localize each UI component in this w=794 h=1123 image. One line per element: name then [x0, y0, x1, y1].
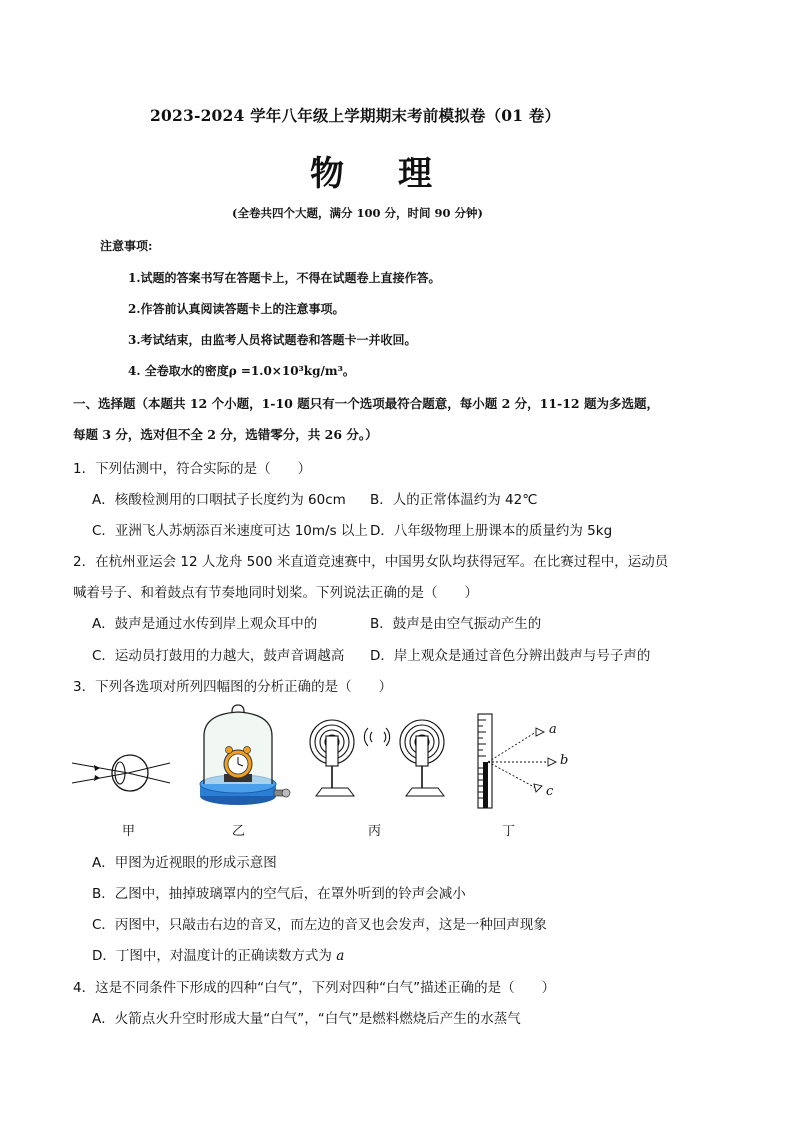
bell-jar-figure	[194, 704, 294, 810]
question-2-option-a: A．鼓声是通过水传到岸上观众耳中的	[92, 616, 318, 632]
question-1-option-b: B．人的正常体温约为 42℃	[370, 492, 538, 508]
question-3-option-b: B．乙图中，抽掉玻璃罩内的空气后，在罩外听到的铃声会减小	[92, 886, 466, 902]
thermometer-label-c: c	[546, 784, 554, 799]
question-2-option-c: C．运动员打鼓用的力越大，鼓声音调越高	[92, 648, 345, 664]
question-2-option-d: D．岸上观众是通过音色分辨出鼓声与号子声的	[370, 648, 651, 664]
section-heading-line1: 一、选择题（本题共 12 个小题，1-10 题只有一个选项最符合题意，每小题 2 分，11-12 题为多选题，	[73, 396, 659, 411]
question-3-option-d	[92, 944, 344, 964]
question-4-stem: 4．这是不同条件下形成的四种“白气”，下列对四种“白气”描述正确的是（ ）	[73, 980, 556, 996]
tuning-fork-figure	[308, 716, 458, 806]
section-heading-line2: 每题 3 分，选对但不全 2 分，选错零分，共 26 分。）	[73, 427, 378, 442]
notice-item: 4. 全卷取水的密度ρ =1.0×10³kg/m³。	[128, 364, 355, 378]
exam-scope: (全卷共四个大题，满分 100 分，时间 90 分钟)	[232, 206, 483, 220]
subject-char-1: 物	[310, 154, 346, 194]
question-4-option-a: A．火箭点火升空时形成大量“白气”，“白气”是燃料燃烧后产生的水蒸气	[92, 1011, 521, 1027]
question-2-stem-line1: 2．在杭州亚运会 12 人龙舟 500 米直道竞速赛中，中国男女队均获得冠军。在比赛过程中，运动员	[73, 554, 669, 570]
figure-label-ding: 丁	[502, 824, 516, 839]
notice-item: 1.试题的答案书写在答题卡上，不得在试题卷上直接作答。	[128, 271, 441, 285]
notice-item: 2.作答前认真阅读答题卡上的注意事项。	[128, 302, 345, 316]
question-3-option-c: C．丙图中，只敲击右边的音叉，而左边的音叉也会发声，这是一种回声现象	[92, 917, 547, 933]
question-3-stem: 3．下列各选项对所列四幅图的分析正确的是（ ）	[73, 679, 393, 695]
figure-label-bing: 丙	[368, 824, 382, 839]
question-3-option-d-text: D．丁图中，对温度计的正确读数方式为	[92, 948, 332, 964]
question-2-option-b: B．鼓声是由空气振动产生的	[370, 616, 542, 632]
thermometer-label-b: b	[560, 753, 569, 768]
figure-label-yi: 乙	[232, 824, 246, 839]
subject-char-2: 理	[398, 154, 434, 194]
question-1-option-c: C．亚洲飞人苏炳添百米速度可达 10m/s 以上	[92, 523, 368, 539]
figure-label-jia: 甲	[122, 824, 136, 839]
question-1-option-a: A．核酸检测用的口咽拭子长度约为 60cm	[92, 492, 346, 508]
subject-title	[310, 146, 434, 195]
thermometer-label-a: a	[549, 722, 557, 737]
question-3-option-d-symbol: a	[336, 948, 345, 964]
question-2-stem-line2: 喊着号子、和着鼓点有节奏地同时划桨。下列说法正确的是（ ）	[73, 585, 478, 601]
question-3-option-a: A．甲图为近视眼的形成示意图	[92, 855, 277, 871]
eye-diagram-figure	[70, 735, 174, 805]
notice-item: 3.考试结束，由监考人员将试题卷和答题卡一并收回。	[128, 333, 417, 347]
question-1-option-d: D．八年级物理上册课本的质量约为 5kg	[370, 523, 613, 539]
paper-title: 2023-2024 学年八年级上学期期末考前模拟卷（01 卷）	[150, 106, 561, 125]
question-1-stem: 1．下列估测中，符合实际的是（ ）	[73, 461, 312, 477]
notice-heading: 注意事项:	[100, 239, 153, 253]
